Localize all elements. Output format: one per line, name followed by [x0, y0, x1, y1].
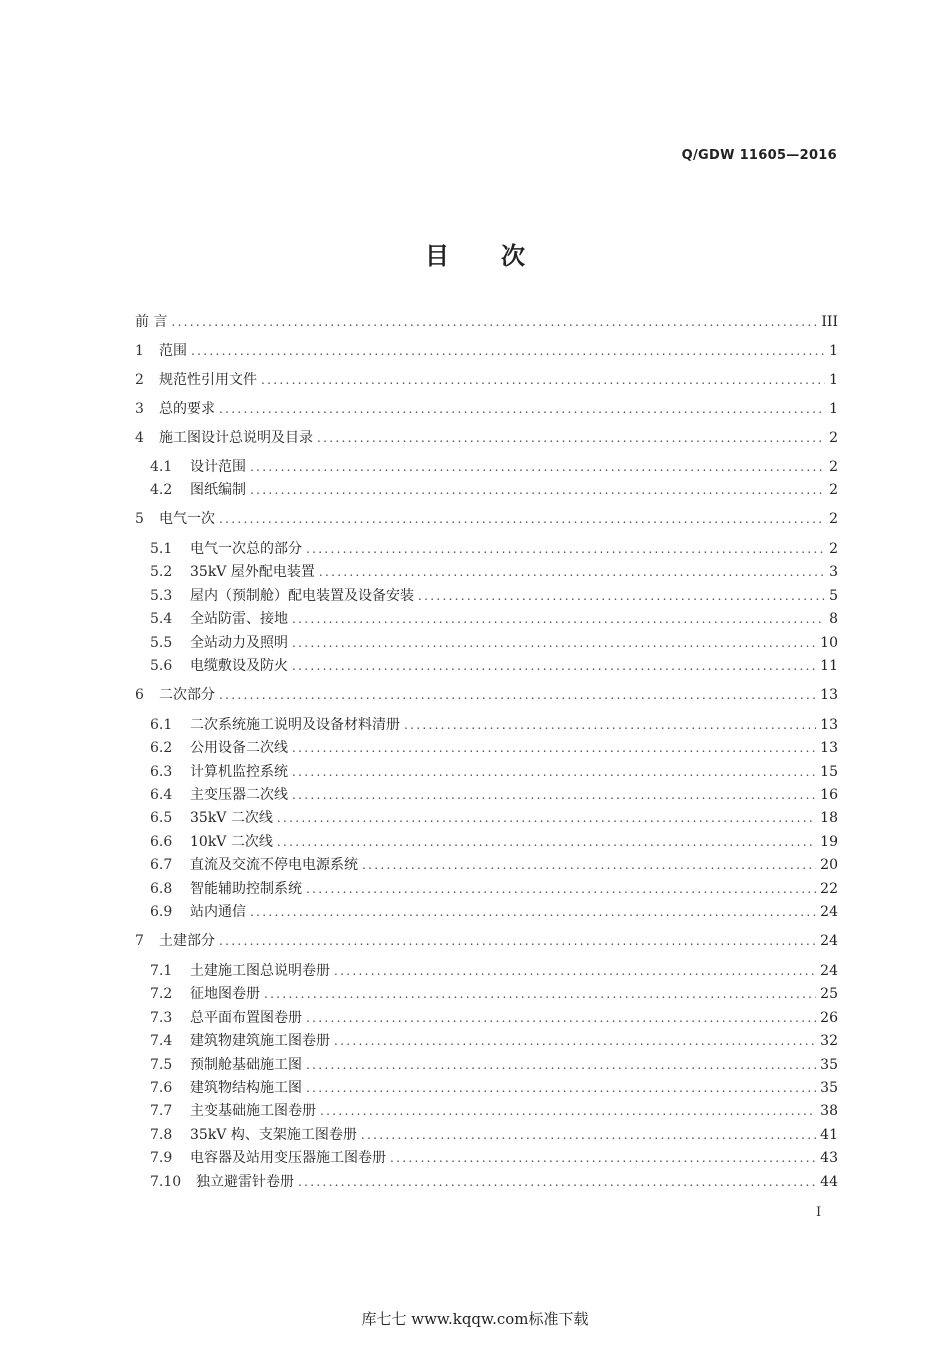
toc-entry-number: 5.1	[150, 541, 173, 557]
toc-entry-page: 1	[829, 343, 838, 359]
toc-entry[interactable]	[135, 427, 838, 449]
toc-leader-dots	[292, 608, 825, 630]
toc-entry-number: 6.6	[150, 834, 173, 850]
toc-leader-dots	[317, 427, 825, 449]
toc-leader-dots	[334, 1030, 816, 1052]
toc-entry-page: 10	[820, 635, 838, 651]
toc-entry[interactable]	[135, 632, 838, 654]
toc-entry[interactable]	[135, 479, 838, 501]
toc-leader-dots	[306, 1054, 816, 1076]
toc-entry-number: 4	[135, 430, 144, 446]
toc-entry-label: 建筑物建筑施工图卷册	[190, 1033, 330, 1049]
toc-entry-label: 总平面布置图卷册	[190, 1010, 302, 1026]
toc-entry-number: 7.4	[150, 1033, 173, 1049]
toc-entry-label: 二次部分	[159, 687, 215, 703]
toc-leader-dots	[404, 714, 816, 736]
toc-entry-number: 6.5	[150, 810, 173, 826]
toc-leader-dots	[264, 983, 816, 1005]
toc-entry[interactable]	[135, 1077, 838, 1099]
toc-entry-number: 5	[135, 511, 144, 527]
toc-entry[interactable]	[135, 854, 838, 876]
toc-entry-label: 图纸编制	[190, 482, 246, 498]
toc-leader-dots	[292, 655, 816, 677]
toc-entry[interactable]	[135, 1124, 838, 1146]
toc-entry[interactable]	[135, 983, 838, 1005]
standard-code: Q/GDW 11605—2016	[681, 148, 837, 163]
toc-leader-dots	[390, 1147, 816, 1169]
toc-entry-label: 土建施工图总说明卷册	[190, 963, 330, 979]
toc-entry[interactable]	[135, 1007, 838, 1029]
toc-entry-label: 智能辅助控制系统	[190, 881, 302, 897]
toc-entry-number: 1	[135, 343, 144, 359]
toc-entry-page: 2	[829, 430, 838, 446]
toc-entry-page: 38	[820, 1103, 838, 1119]
toc-entry-number: 2	[135, 372, 144, 388]
toc-entry-label: 电气一次	[159, 511, 215, 527]
toc-entry-number: 7.9	[150, 1150, 173, 1166]
toc-entry-number: 5.3	[150, 588, 173, 604]
toc-leader-dots	[362, 854, 816, 876]
toc-entry-label: 全站动力及照明	[190, 635, 288, 651]
title-char-2: 次	[501, 242, 525, 270]
toc-entry-number: 7.1	[150, 963, 173, 979]
toc-entry-page: 25	[820, 986, 838, 1002]
toc-entry-page: 8	[829, 611, 838, 627]
toc-leader-dots	[298, 1171, 816, 1193]
page-number: I	[816, 1205, 822, 1220]
toc-entry[interactable]	[135, 340, 838, 362]
toc-entry-page: 18	[820, 810, 838, 826]
toc-entry-page: 1	[829, 401, 838, 417]
toc-entry-page: 2	[829, 511, 838, 527]
toc-entry[interactable]	[135, 1147, 838, 1169]
toc-leader-dots	[306, 1007, 816, 1029]
toc-leader-dots	[219, 930, 816, 952]
toc-entry-page: 44	[820, 1174, 838, 1190]
page-title	[0, 236, 950, 271]
toc-entry-label: 设计范围	[190, 459, 246, 475]
toc-entry[interactable]	[135, 930, 838, 952]
toc-entry-page: 22	[820, 881, 838, 897]
toc-entry-label: 预制舱基础施工图	[190, 1057, 302, 1073]
toc-entry-number: 6.3	[150, 764, 173, 780]
toc-entry-label: 屋内（预制舱）配电装置及设备安装	[190, 588, 414, 604]
toc-leader-dots	[418, 585, 825, 607]
toc-leader-dots	[250, 479, 825, 501]
toc-entry-page: 2	[829, 482, 838, 498]
toc-entry-number: 5.5	[150, 635, 173, 651]
toc-leader-dots	[292, 784, 816, 806]
toc-entry-label: 直流及交流不停电电源系统	[190, 857, 358, 873]
toc-entry-label: 范围	[159, 343, 187, 359]
toc-entry-page: 13	[820, 687, 838, 703]
toc-entry-label: 电缆敷设及防火	[190, 658, 288, 674]
toc-entry-number: 6.1	[150, 717, 173, 733]
toc-entry-number: 5.4	[150, 611, 173, 627]
toc-entry[interactable]	[135, 1171, 838, 1193]
toc-entry-label: 建筑物结构施工图	[190, 1080, 302, 1096]
toc-entry-number: 6	[135, 687, 144, 703]
toc-entry[interactable]	[135, 1030, 838, 1052]
title-char-1: 目	[425, 242, 449, 270]
toc-entry-page: 16	[820, 787, 838, 803]
toc-entry-label: 施工图设计总说明及目录	[159, 430, 313, 446]
toc-entry[interactable]	[135, 901, 838, 923]
toc-entry-label: 计算机监控系统	[190, 764, 288, 780]
toc-entry[interactable]	[135, 684, 838, 706]
toc-entry[interactable]	[135, 807, 838, 829]
toc-entry-number: 6.7	[150, 857, 173, 873]
toc-entry-label: 前 言	[135, 314, 168, 330]
toc-entry-page: 2	[829, 541, 838, 557]
toc-entry-number: 5.6	[150, 658, 173, 674]
toc-leader-dots	[361, 1124, 816, 1146]
toc-entry-number: 7.10	[150, 1174, 182, 1190]
toc-entry-number: 6.2	[150, 740, 173, 756]
toc-entry[interactable]	[135, 784, 838, 806]
toc-leader-dots	[250, 901, 816, 923]
toc-leader-dots	[319, 561, 825, 583]
toc-entry-label: 35kV 屋外配电装置	[190, 564, 315, 580]
toc-leader-dots	[292, 761, 816, 783]
footer-watermark: 库七七 www.kqqw.com标准下载	[361, 1310, 589, 1328]
toc-entry-page: 2	[829, 459, 838, 475]
toc-entry-label: 总的要求	[159, 401, 215, 417]
toc-entry-page: 24	[820, 904, 838, 920]
toc-entry-number: 7.2	[150, 986, 173, 1002]
toc-entry[interactable]	[135, 369, 838, 391]
toc-entry-label: 35kV 构、支架施工图卷册	[190, 1127, 357, 1143]
toc-entry-number: 6.4	[150, 787, 173, 803]
toc-leader-dots	[334, 960, 816, 982]
toc-entry-page: 5	[829, 588, 838, 604]
toc-entry-page: III	[821, 314, 838, 330]
toc-entry-page: 1	[829, 372, 838, 388]
toc-leader-dots	[277, 807, 816, 829]
toc-entry-label: 规范性引用文件	[159, 372, 257, 388]
toc-leader-dots	[261, 369, 825, 391]
toc-entry[interactable]	[135, 1100, 838, 1122]
toc-leader-dots	[250, 456, 825, 478]
toc-entry-page: 3	[829, 564, 838, 580]
toc-entry[interactable]	[135, 1054, 838, 1076]
toc-entry-label: 35kV 二次线	[190, 810, 273, 826]
toc-entry-page: 13	[820, 717, 838, 733]
toc-entry-label: 征地图卷册	[190, 986, 260, 1002]
toc-entry[interactable]	[135, 508, 838, 530]
toc-entry-page: 11	[820, 658, 838, 674]
toc-entry-page: 15	[820, 764, 838, 780]
toc-entry-label: 电容器及站用变压器施工图卷册	[190, 1150, 386, 1166]
toc-entry-page: 20	[820, 857, 838, 873]
toc-entry[interactable]	[135, 456, 838, 478]
toc-leader-dots	[306, 1077, 816, 1099]
toc-entry-page: 26	[820, 1010, 838, 1026]
toc-entry-page: 24	[820, 933, 838, 949]
toc-entry-page: 19	[820, 834, 838, 850]
toc-entry-page: 35	[820, 1080, 838, 1096]
toc-entry-label: 全站防雷、接地	[190, 611, 288, 627]
toc-entry-number: 7.3	[150, 1010, 173, 1026]
toc-entry[interactable]	[135, 608, 838, 630]
toc-entry[interactable]	[135, 561, 838, 583]
toc-entry-label: 主变压器二次线	[190, 787, 288, 803]
toc-leader-dots	[171, 311, 817, 333]
toc-entry-number: 7.5	[150, 1057, 173, 1073]
toc-entry-number: 7.7	[150, 1103, 173, 1119]
toc-entry-label: 土建部分	[159, 933, 215, 949]
toc-leader-dots	[219, 684, 816, 706]
toc-leader-dots	[191, 340, 825, 362]
toc-leader-dots	[292, 737, 816, 759]
toc-entry[interactable]	[135, 960, 838, 982]
toc-entry-label: 独立避雷针卷册	[196, 1174, 294, 1190]
toc-entry-label: 主变基础施工图卷册	[190, 1103, 316, 1119]
toc-entry[interactable]	[135, 655, 838, 677]
toc-entry-page: 32	[820, 1033, 838, 1049]
toc-entry[interactable]	[135, 585, 838, 607]
toc-leader-dots	[320, 1100, 816, 1122]
toc-entry[interactable]	[135, 538, 838, 560]
toc-entry-number: 4.2	[150, 482, 173, 498]
toc-entry-number: 4.1	[150, 459, 173, 475]
toc-leader-dots	[306, 878, 816, 900]
toc-entry[interactable]	[135, 878, 838, 900]
toc-leader-dots	[219, 508, 825, 530]
toc-entry-label: 公用设备二次线	[190, 740, 288, 756]
toc-entry-number: 3	[135, 401, 144, 417]
toc-entry[interactable]	[135, 737, 838, 759]
toc-leader-dots	[277, 831, 816, 853]
toc-entry[interactable]	[135, 311, 838, 333]
toc-leader-dots	[219, 398, 825, 420]
toc-entry[interactable]	[135, 714, 838, 736]
toc-entry-number: 7.8	[150, 1127, 173, 1143]
toc-entry-number: 7	[135, 933, 144, 949]
toc-entry-page: 35	[820, 1057, 838, 1073]
toc-leader-dots	[292, 632, 816, 654]
toc-entry-page: 43	[820, 1150, 838, 1166]
toc-entry-label: 站内通信	[190, 904, 246, 920]
toc-entry-number: 7.6	[150, 1080, 173, 1096]
toc-leader-dots	[306, 538, 825, 560]
toc-entry-number: 5.2	[150, 564, 173, 580]
toc-entry[interactable]	[135, 831, 838, 853]
toc-entry[interactable]	[135, 398, 838, 420]
toc-entry-page: 41	[820, 1127, 838, 1143]
toc-entry-page: 13	[820, 740, 838, 756]
toc-entry-number: 6.8	[150, 881, 173, 897]
toc-entry-number: 6.9	[150, 904, 173, 920]
toc-entry-label: 10kV 二次线	[190, 834, 273, 850]
toc-entry-page: 24	[820, 963, 838, 979]
toc-entry[interactable]	[135, 761, 838, 783]
toc-entry-label: 电气一次总的部分	[190, 541, 302, 557]
toc-entry-label: 二次系统施工说明及设备材料清册	[190, 717, 400, 733]
